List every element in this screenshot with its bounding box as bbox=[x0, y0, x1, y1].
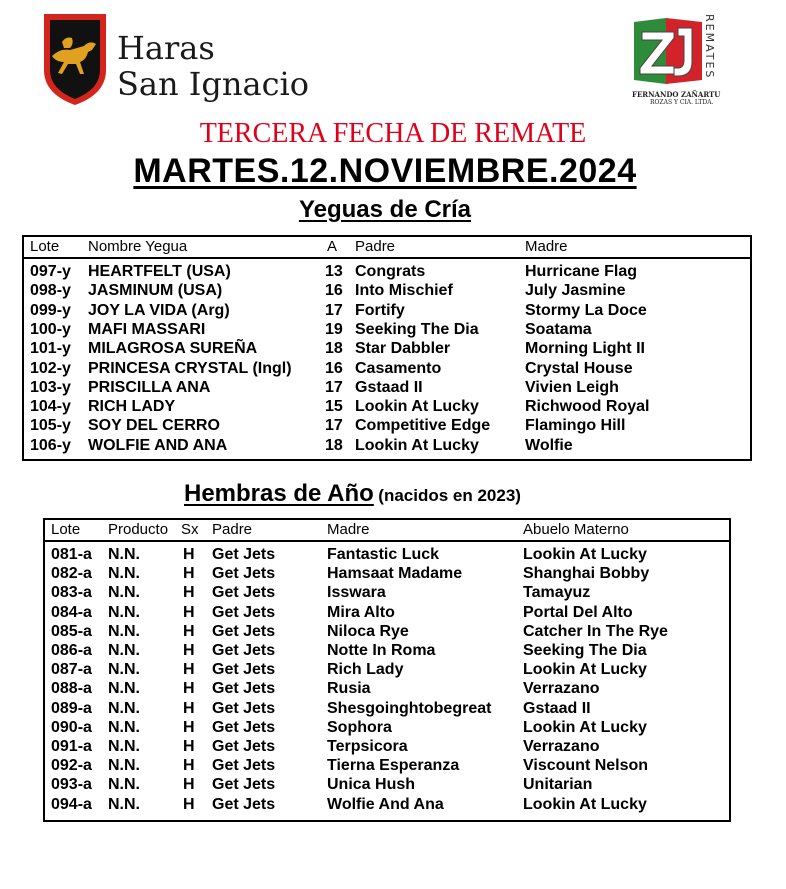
auction-company-line-1: FERNANDO ZAÑARTU bbox=[632, 90, 721, 99]
cell-nombre-yegua: SOY DEL CERRO bbox=[88, 417, 220, 435]
cell-sexo: H bbox=[183, 680, 195, 698]
cell-padre: Casamento bbox=[355, 359, 442, 377]
cell-sexo: H bbox=[183, 642, 195, 659]
auction-company-line-2: ROZAS Y CIA. LTDA. bbox=[650, 99, 714, 106]
yearlings-table bbox=[43, 518, 731, 822]
cell-producto: N.N. bbox=[108, 546, 140, 563]
cell-madre: Shesgoinghtobegreat bbox=[327, 699, 492, 717]
cell-producto: N.N. bbox=[108, 680, 140, 698]
cell-lote: 105-y bbox=[30, 417, 71, 435]
cell-nombre-yegua: PRISCILLA ANA bbox=[88, 378, 211, 396]
cell-nombre-yegua: RICH LADY bbox=[88, 398, 176, 416]
cell-lote: 081-a bbox=[51, 546, 92, 563]
cell-sexo: H bbox=[183, 738, 195, 755]
table-row bbox=[45, 623, 729, 642]
table-row bbox=[24, 379, 750, 398]
cell-producto: N.N. bbox=[108, 584, 140, 602]
cell-nombre-yegua: MAFI MASSARI bbox=[88, 320, 206, 338]
table-header bbox=[24, 237, 750, 259]
cell-padre: Gstaad II bbox=[355, 378, 423, 396]
cell-lote: 090-a bbox=[51, 718, 92, 736]
cell-producto: N.N. bbox=[108, 565, 140, 583]
header-padre: Padre bbox=[212, 521, 253, 538]
zj-remates-logo bbox=[630, 14, 726, 106]
cell-edad: 16 bbox=[325, 282, 343, 300]
cell-lote: 086-a bbox=[51, 642, 92, 659]
section-title-yearling-fillies bbox=[184, 480, 521, 508]
table-row bbox=[45, 680, 729, 699]
cell-sexo: H bbox=[183, 699, 195, 717]
cell-padre: Get Jets bbox=[212, 776, 276, 794]
brand-line-1: Haras bbox=[117, 29, 215, 67]
header-abuelo-materno: Abuelo Materno bbox=[523, 521, 629, 538]
table-row bbox=[45, 796, 729, 815]
cell-producto: N.N. bbox=[108, 776, 140, 794]
cell-padre: Get Jets bbox=[212, 718, 276, 736]
cell-sexo: H bbox=[183, 584, 195, 602]
remates-label: REMATES bbox=[703, 14, 716, 80]
table-header bbox=[45, 520, 729, 542]
broodmares-table bbox=[22, 235, 752, 461]
cell-padre: Get Jets bbox=[212, 622, 276, 640]
cell-padre: Get Jets bbox=[212, 584, 276, 602]
cell-edad: 15 bbox=[325, 398, 343, 416]
cell-lote: 085-a bbox=[51, 622, 92, 640]
section-title-note: (nacidos en 2023) bbox=[378, 486, 521, 505]
table-row bbox=[45, 642, 729, 661]
cell-sexo: H bbox=[183, 718, 195, 736]
cell-padre: Get Jets bbox=[212, 642, 276, 659]
cell-lote: 092-a bbox=[51, 757, 92, 775]
cell-lote: 098-y bbox=[30, 282, 71, 300]
table-row bbox=[45, 661, 729, 680]
cell-edad: 16 bbox=[325, 359, 343, 377]
cell-madre: Wolfie bbox=[525, 436, 573, 454]
header-padre: Padre bbox=[355, 238, 396, 255]
cell-producto: N.N. bbox=[108, 795, 140, 813]
cell-madre: Hurricane Flag bbox=[525, 263, 638, 280]
cell-lote: 100-y bbox=[30, 320, 71, 338]
cell-nombre-yegua: PRINCESA CRYSTAL (Ingl) bbox=[88, 359, 292, 377]
cell-sexo: H bbox=[183, 565, 195, 583]
cell-producto: N.N. bbox=[108, 622, 140, 640]
section-title-main: Hembras de Año bbox=[184, 480, 374, 507]
cell-abuelo-materno: Verrazano bbox=[523, 680, 600, 698]
header-nombre-yegua: Nombre Yegua bbox=[88, 238, 188, 255]
table-row bbox=[45, 776, 729, 795]
table-row bbox=[24, 321, 750, 340]
cell-abuelo-materno: Tamayuz bbox=[523, 584, 591, 602]
cell-abuelo-materno: Lookin At Lucky bbox=[523, 795, 647, 813]
cell-producto: N.N. bbox=[108, 661, 140, 679]
table-row bbox=[24, 437, 750, 456]
cell-edad: 17 bbox=[325, 378, 343, 396]
table-row bbox=[45, 546, 729, 565]
cell-madre: Soatama bbox=[525, 320, 592, 338]
event-title: TERCERA FECHA DE REMATE bbox=[199, 118, 587, 149]
cell-abuelo-materno: Lookin At Lucky bbox=[523, 546, 647, 563]
cell-padre: Get Jets bbox=[212, 738, 276, 755]
cell-abuelo-materno: Portal Del Alto bbox=[523, 603, 633, 621]
cell-lote: 089-a bbox=[51, 699, 92, 717]
table-row bbox=[24, 360, 750, 379]
cell-madre: July Jasmine bbox=[525, 282, 626, 300]
cell-lote: 084-a bbox=[51, 603, 92, 621]
cell-producto: N.N. bbox=[108, 603, 140, 621]
cell-abuelo-materno: Shanghai Bobby bbox=[523, 565, 650, 583]
cell-lote: 083-a bbox=[51, 584, 92, 602]
cell-sexo: H bbox=[183, 546, 195, 563]
cell-madre: Flamingo Hill bbox=[525, 417, 626, 435]
cell-lote: 088-a bbox=[51, 680, 92, 698]
cell-madre: Mira Alto bbox=[327, 603, 395, 621]
cell-lote: 094-a bbox=[51, 795, 92, 813]
cell-abuelo-materno: Unitarian bbox=[523, 776, 593, 794]
table-row bbox=[45, 604, 729, 623]
cell-lote: 082-a bbox=[51, 565, 92, 583]
cell-abuelo-materno: Verrazano bbox=[523, 738, 600, 755]
cell-lote: 093-a bbox=[51, 776, 92, 794]
cell-producto: N.N. bbox=[108, 718, 140, 736]
cell-nombre-yegua: WOLFIE AND ANA bbox=[88, 436, 228, 454]
cell-madre: Fantastic Luck bbox=[327, 546, 440, 563]
cell-lote: 099-y bbox=[30, 301, 71, 319]
cell-padre: Seeking The Dia bbox=[355, 320, 479, 338]
cell-abuelo-materno: Lookin At Lucky bbox=[523, 718, 647, 736]
cell-padre: Get Jets bbox=[212, 680, 276, 698]
cell-padre: Fortify bbox=[355, 301, 405, 319]
brand-line-2: San Ignacio bbox=[117, 65, 310, 103]
table-row bbox=[45, 719, 729, 738]
cell-padre: Lookin At Lucky bbox=[355, 398, 479, 416]
cell-lote: 101-y bbox=[30, 340, 71, 358]
table-row bbox=[24, 263, 750, 282]
cell-edad: 13 bbox=[325, 263, 343, 280]
cell-padre: Into Mischief bbox=[355, 282, 453, 300]
cell-madre: Crystal House bbox=[525, 359, 633, 377]
cell-edad: 18 bbox=[325, 436, 343, 454]
brand-name bbox=[117, 30, 309, 102]
cell-madre: Niloca Rye bbox=[327, 622, 409, 640]
table-row bbox=[24, 340, 750, 359]
cell-padre: Get Jets bbox=[212, 699, 276, 717]
header-madre: Madre bbox=[525, 238, 568, 255]
cell-lote: 091-a bbox=[51, 738, 92, 755]
cell-producto: N.N. bbox=[108, 699, 140, 717]
event-date: MARTES.12.NOVIEMBRE.2024 bbox=[133, 152, 637, 190]
cell-sexo: H bbox=[183, 776, 195, 794]
cell-madre: Stormy La Doce bbox=[525, 301, 647, 319]
header-lote: Lote bbox=[51, 521, 81, 538]
table-row bbox=[24, 302, 750, 321]
cell-lote: 104-y bbox=[30, 398, 71, 416]
cell-edad: 18 bbox=[325, 340, 343, 358]
cell-madre: Notte In Roma bbox=[327, 642, 436, 659]
table-row bbox=[24, 417, 750, 436]
cell-abuelo-materno: Catcher In The Rye bbox=[523, 622, 668, 640]
cell-nombre-yegua: MILAGROSA SUREÑA bbox=[88, 340, 258, 358]
cell-edad: 19 bbox=[325, 320, 343, 338]
header-edad: A bbox=[327, 238, 338, 255]
cell-nombre-yegua: JASMINUM (USA) bbox=[88, 282, 223, 300]
cell-madre: Tierna Esperanza bbox=[327, 757, 460, 775]
cell-madre: Wolfie And Ana bbox=[327, 795, 444, 813]
cell-abuelo-materno: Lookin At Lucky bbox=[523, 661, 647, 679]
cell-madre: Richwood Royal bbox=[525, 398, 650, 416]
header-lote: Lote bbox=[30, 238, 60, 255]
table-row bbox=[45, 584, 729, 603]
header-producto: Producto bbox=[108, 521, 169, 538]
cell-padre: Get Jets bbox=[212, 795, 276, 813]
cell-madre: Hamsaat Madame bbox=[327, 565, 463, 583]
cell-madre: Sophora bbox=[327, 718, 392, 736]
cell-padre: Lookin At Lucky bbox=[355, 436, 479, 454]
cell-lote: 102-y bbox=[30, 359, 71, 377]
cell-lote: 097-y bbox=[30, 263, 71, 280]
table-row bbox=[24, 282, 750, 301]
table-row bbox=[45, 757, 729, 776]
cell-padre: Get Jets bbox=[212, 757, 276, 775]
cell-lote: 103-y bbox=[30, 378, 71, 396]
cell-abuelo-materno: Seeking The Dia bbox=[523, 642, 647, 659]
cell-sexo: H bbox=[183, 603, 195, 621]
cell-sexo: H bbox=[183, 757, 195, 775]
cell-edad: 17 bbox=[325, 417, 343, 435]
cell-producto: N.N. bbox=[108, 642, 140, 659]
cell-padre: Star Dabbler bbox=[355, 340, 451, 358]
cell-padre: Get Jets bbox=[212, 565, 276, 583]
cell-nombre-yegua: HEARTFELT (USA) bbox=[88, 263, 231, 280]
cell-edad: 17 bbox=[325, 301, 343, 319]
cell-abuelo-materno: Viscount Nelson bbox=[523, 757, 649, 775]
haras-logo bbox=[40, 10, 310, 110]
header-sexo: Sx bbox=[181, 521, 199, 538]
cell-lote: 087-a bbox=[51, 661, 92, 679]
header-madre: Madre bbox=[327, 521, 370, 538]
table-row bbox=[45, 700, 729, 719]
table-row bbox=[45, 738, 729, 757]
cell-producto: N.N. bbox=[108, 738, 140, 755]
cell-padre: Get Jets bbox=[212, 661, 276, 679]
cell-sexo: H bbox=[183, 661, 195, 679]
cell-nombre-yegua: JOY LA VIDA (Arg) bbox=[88, 301, 230, 319]
cell-madre: Vivien Leigh bbox=[525, 378, 619, 396]
cell-sexo: H bbox=[183, 622, 195, 640]
section-title-broodmares: Yeguas de Cría bbox=[298, 196, 472, 223]
table-row bbox=[45, 565, 729, 584]
cell-madre: Rich Lady bbox=[327, 661, 404, 679]
cell-madre: Morning Light II bbox=[525, 340, 645, 358]
table-row bbox=[24, 398, 750, 417]
cell-padre: Get Jets bbox=[212, 546, 276, 563]
cell-abuelo-materno: Gstaad II bbox=[523, 699, 591, 717]
cell-lote: 106-y bbox=[30, 436, 71, 454]
cell-madre: Unica Hush bbox=[327, 776, 416, 794]
cell-producto: N.N. bbox=[108, 757, 140, 775]
zj-logo-icon bbox=[630, 14, 704, 88]
cell-madre: Rusia bbox=[327, 680, 371, 698]
cell-padre: Get Jets bbox=[212, 603, 276, 621]
cell-madre: Isswara bbox=[327, 584, 386, 602]
horse-shield-icon bbox=[40, 10, 110, 108]
cell-sexo: H bbox=[183, 795, 195, 813]
cell-padre: Congrats bbox=[355, 263, 426, 280]
cell-padre: Competitive Edge bbox=[355, 417, 491, 435]
cell-madre: Terpsicora bbox=[327, 738, 408, 755]
